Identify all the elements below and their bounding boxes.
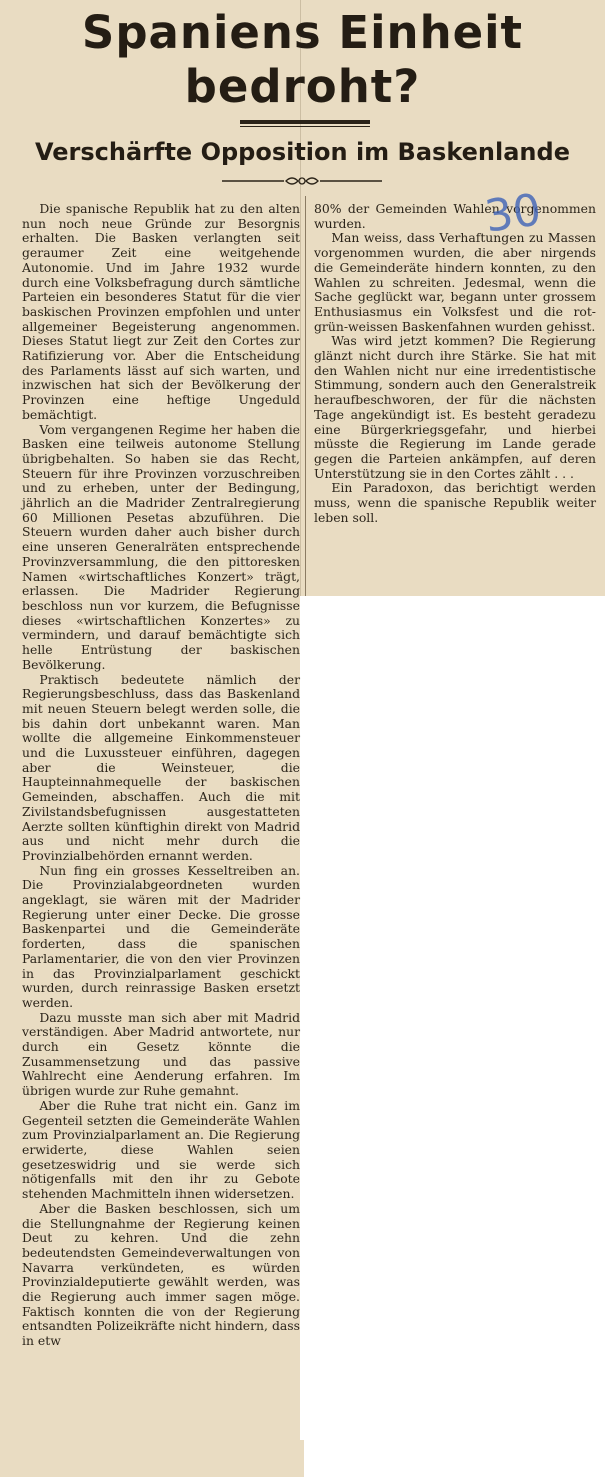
paragraph: Vom vergangenen Regime her haben die Basken eine teilweis autonome Stellung übrigbehalten. So haben sie das Recht, Steuern für ihre Provinzen vorzuschreiben und zu erheben, unter der Bedingung, jährlich an die Madrider Zentralregierung 60 Millionen Pesetas abzuführen. Die Steuern wurden daher auch bisher durch eine unseren Generalräten entsprechende Provinzversammlung, die den pittoresken Namen «wirtschaftliches Konzert» trägt, erlassen. Die Madrider Regierung beschloss nun vor kurzem, die Befugnisse dieses «wirtschaftlichen Konzertes» zu vermindern, und darauf bemächtigte sich helle Entrüstung der baskischen Bevölkerung.	[22, 421, 300, 672]
paragraph: Aber die Basken beschlossen, sich um die Stellungnahme der Regierung keinen Deut zu kehren. Und die zehn bedeutendsten Gemeindeverwaltungen von Navarra verkündeten, es würden Provinzialdeputierte gewählt werden, was die Regierung auch immer sagen möge. Faktisch konnten die von der Regierung entsandten Polizeikräfte nicht hindern, dass in etw	[22, 1200, 300, 1349]
handwritten-number-mark: 30	[481, 184, 545, 243]
article-column-right	[314, 202, 596, 525]
headline-rule-thin	[240, 126, 370, 127]
paragraph: Die spanische Republik hat zu den alten nun noch neue Gründe zur Besorgnis erhalten. Die Basken verlangten seit geraumer Zeit eine weitgehende Autonomie. Und im Jahre 1932 wurde durch eine Volksbefragung durch sämtliche Parteien ein besonderes Statut für die vier baskischen Provinzen empfohlen und unter allgemeiner Begeisterung angenommen. Dieses Statut liegt zur Zeit den Cortes zur Ratifizierung vor. Aber die Entscheidung des Parlaments lässt auf sich warten, und inzwischen hat sich der Bevölkerung der Provinzen eine heftige Ungeduld bemächtigt.	[22, 201, 300, 422]
headline-line-1: Spaniens Einheit	[81, 6, 524, 59]
headline-rule-thick	[240, 120, 370, 124]
paragraph: Man weiss, dass Verhaftungen zu Massen vorgenommen wurden, die aber nirgends die Gemeinderäte hindern konnten, zu den Wahlen zu schreiten. Jedesmal, wenn die Sache geglückt war, begann unter grossem Enthusiasmus ein Volksfest und die rot-grün-weissen Baskenfahnen wurden gehisst.	[314, 230, 596, 334]
paragraph: 80% der Gemeinden Wahlen vorgenommen wurden.	[314, 201, 596, 231]
headline	[0, 6, 605, 114]
paragraph: Aber die Ruhe trat nicht ein. Ganz im Gegenteil setzten die Gemeinderäte Wahlen zum Provinzialparlament an. Die Regierung erwiderte, diese Wahlen seien gesetzeswidrig und sie werde sich nötigenfalls mit den ihr zu Gebote stehenden Machmitteln ihnen widersetzen.	[22, 1097, 300, 1202]
paragraph: Praktisch bedeutete nämlich der Regierungsbeschluss, dass das Baskenland mit neuen Steuern belegt werden solle, die bis dahin dort unbekannt waren. Man wollte die allgemeine Einkommensteuer und die Luxussteuer einführen, dagegen aber die Weinsteuer, die Haupteinnahmequelle der baskischen Gemeinden, abschaffen. Auch die mit Zivilstandsbefugnissen ausgestatteten Aerzte sollten künftighin direkt von Madrid aus und nicht mehr durch die Provinzialbehörden ernannt werden.	[22, 671, 300, 863]
subheadline: Verschärfte Opposition im Baskenlande	[35, 138, 570, 166]
headline-line-2: bedroht?	[184, 60, 421, 113]
article-column-left	[22, 202, 300, 1349]
paragraph: Was wird jetzt kommen? Die Regierung glänzt nicht durch ihre Stärke. Sie hat mit den Wahlen nicht nur eine irredentistische Stimmung, sondern auch den Generalstreik heraufbeschworen, der für die nächsten Tage angekündigt ist. Es besteht geradezu eine Bürgerkriegsgefahr, und hierbei müsste die Regierung im Lande gerade gegen die Parteien ankämpfen, auf deren Unterstützung sie in den Cortes zählt . . .	[314, 333, 596, 481]
ornament-divider	[222, 174, 382, 188]
column-divider	[305, 196, 306, 596]
clipping-tail	[284, 1440, 304, 1477]
paragraph: Ein Paradoxon, das berichtigt werden muss, wenn die spanische Republik weiter leben soll.	[314, 480, 596, 525]
paragraph: Nun fing ein grosses Kesseltreiben an. Die Provinzialabgeordneten wurden angeklagt, sie wären mit der Madrider Regierung unter einer Decke. Die grosse Baskenpartei und die Gemeinderäte forderten, dass die spanischen Parlamentarier, die von den vier Provinzen in das Provinzialparlament geschickt wurden, durch reinrassige Basken ersetzt werden.	[22, 862, 300, 1010]
paragraph: Dazu musste man sich aber mit Madrid verständigen. Aber Madrid antwortete, nur durch ein Gesetz könnte die Zusammensetzung und das passive Wahlrecht eine Aenderung erfahren. Im übrigen wurde zur Ruhe gemahnt.	[22, 1009, 300, 1099]
